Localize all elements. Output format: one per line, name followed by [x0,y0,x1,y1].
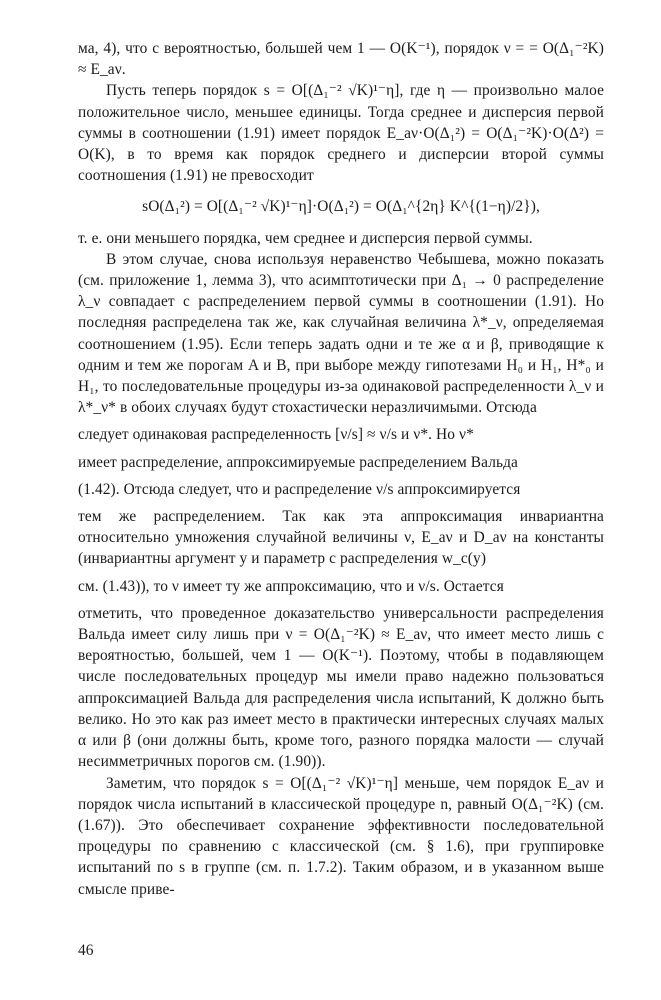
line-same-approx: см. (1.43)), то ν имеет ту же аппроксимацию, что и ν/s. Остается [78,577,504,595]
paragraph-invariance: тем же распределением. Так как эта аппроксимация инвариантна относительно умножения случайной величины ν, E_aν и D_aν на константы (инвариантны аргумент y и параметр c распределения w_c(y) [78,508,604,568]
line-ratio-approx: (1.42). Отсюда следует, что и распределение ν/s аппроксимируется [78,480,521,498]
paragraph-chebyshev: В этом случае, снова используя неравенство Чебышева, можно показать (см. приложение 1, лемма 3), что асимптотически при Δ₁ → 0 распределение λ_ν совпадает с распределением первой суммы в соотношении (1.91). Но последняя распределена так же, как случайная величина λ*_ν, определяемая соотношением (1.95). Если теперь задать одни и те же α и β, приводящие к одним и тем же порогам A и B, при выборе между гипотезами H₀ и H₁, H*₀ и H₁, то последовательные процедуры из-за одинаковой распределенности λ_ν и λ*_ν* в обоих случаях будут стохастически неразличимыми. Отсюда [78,250,604,417]
paragraph-order-s: Пусть теперь порядок s = O[(Δ₁⁻² √K)¹⁻η], где η — произвольно малое положительное число, меньшее единицы. Тогда среднее и дисперсия первой суммы в соотношении (1.91) имеет порядок E_aν·O(Δ₁²) = O(Δ₁⁻²K)·O(Δ²) = O(K), в то время как порядок среднего и дисперсии второй суммы соотношения (1.91) не превосходит [78,82,604,185]
paragraph-universality: отметить, что проведенное доказательство универсальности распределения Вальда имеет силу лишь при ν = O(Δ₁⁻²K) ≈ E_aν, что имеет место лишь с вероятностью, большей, чем 1 — O(K⁻¹). Поэтому, чтобы в подавляющем числе последовательных процедур мы имели право надежно пользоваться аппроксимацией Вальда для распределения числа испытаний, K должно быть велико. Но это как раз имеет место в практически интересных случаях малых α или β (они должны быть, кроме того, разного порядка малости — случай несимметричных порогов см. (1.90)). [78,604,604,771]
line-same-distribution: следует одинаковая распределенность [ν/s] ≈ ν/s и ν*. Но ν* [78,426,474,444]
paragraph-continued: ма, 4), что с вероятностью, большей чем 1 — O(K⁻¹), порядок ν = = O(Δ₁⁻²K) ≈ E_aν. [78,40,604,79]
paragraph-note: Заметим, что порядок s = O[(Δ₁⁻² √K)¹⁻η] меньше, чем порядок E_aν и порядок числа испытаний в классической процедуре n, равный O(Δ₁⁻²K) (см. (1.67)). Это обеспечивает сохранение эффективности последовательной процедуры по сравнению с классической (см. § 1.6), при группировке испытаний по s в группе (см. п. 1.7.2). Таким образом, и в указанном выше смысле приве- [78,774,604,898]
paragraph-smaller-order: т. е. они меньшего порядка, чем среднее и дисперсия первой суммы. [78,229,533,247]
page-number: 46 [78,942,94,959]
page-body [78,38,604,900]
line-wald-approx: имеет распределение, аппроксимируемые распределением Вальда [78,453,518,471]
display-formula: sO(Δ₁²) = O[(Δ₁⁻² √K)¹⁻η]·O(Δ₁²) = O(Δ₁^{2η} K^{(1−η)/2}), [142,198,540,216]
